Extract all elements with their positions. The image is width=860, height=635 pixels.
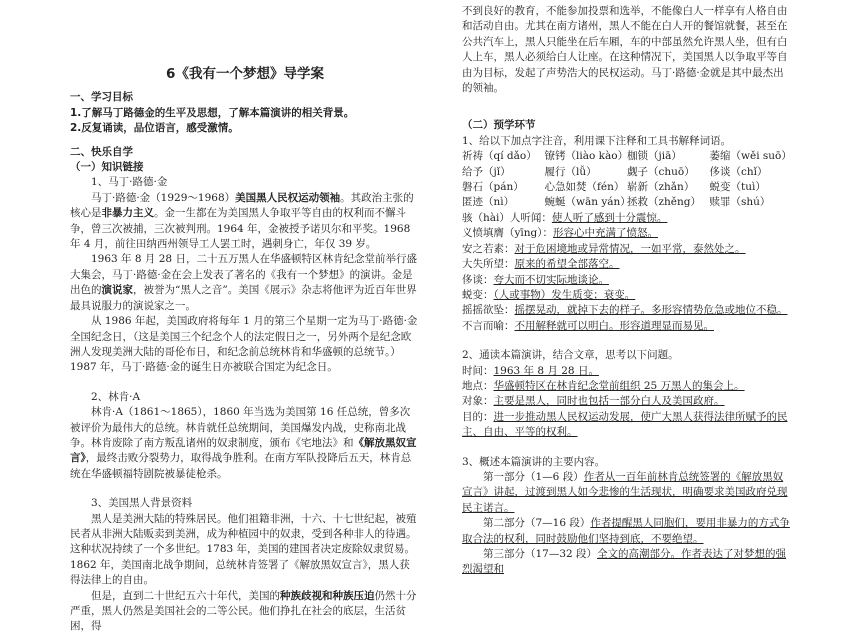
word-item: 履行（lǚ）: [544, 165, 597, 178]
word-item: 侈谈（chǐ）: [709, 165, 768, 178]
left-column: [70, 0, 420, 635]
background-title: 3、美国黑人背景资料: [91, 497, 193, 510]
part-summary: 第三部分（17—32 段）全文的高潮部分。作者表达了对梦想的强烈渴望和: [462, 548, 787, 576]
definition-item: 蜕变：（人或事物）发生质变；衰变。: [462, 288, 636, 301]
word-item: 拯救（zhěng）: [627, 196, 701, 209]
definition-item: 摇摇欲坠：摇摆晃动，就掉下去的样子。多形容情势危急或地位不稳。: [462, 304, 788, 317]
definition-item: 安之若素：对于危困境地或异常情况，一如平常，泰然处之。: [462, 242, 746, 255]
part-summary: 第二部分（7—16 段）作者提醒黑人同胞们，要用非暴力的方式争取合法的权利，同时鼓励他们坚持到底，不要绝望。: [462, 517, 790, 545]
word-item: 心急如焚（fén）: [544, 181, 625, 194]
king-paragraph-1: 马丁·路德·金（1929～1968）美国黑人民权运动领袖。其政治主张的核心是非暴力主义。金一生都在为美国黑人争取平等自由的权利而不懈斗争，曾三次被捕，三次被判刑。1964 年，金被授予诺贝尔和平奖。1968 年 4 月，前往田纳西州领导工人罢工时，遇刺身亡，年仅 39 岁。: [70, 191, 414, 251]
task-3: 3、概述本篇演讲的主要内容。: [462, 455, 606, 468]
king-paragraph-2: 1963 年 8 月 28 日，二十五万黑人在华盛顿特区林肯纪念堂前举行盛大集会，马丁·路德·金在会上发表了著名的《我有一个梦想》的演讲。金是出色的演说家，被誉为“黑人之音”。美国《展示》杂志将他评为近百年世界最具说服力的演说家之一。: [70, 253, 417, 312]
word-item: 给予（jǐ）: [462, 165, 511, 178]
definition-item: 骇（hài）人听闻：使人听了感到十分震惊。: [462, 211, 668, 224]
subsection-heading-preview: （二）预学环节: [462, 119, 536, 132]
king-paragraph-3: 从 1986 年起，美国政府将每年 1 月的第三个星期一定为马丁·路德·金全国纪念日，（这是美国三个纪念个人的法定假日之一，另外两个是纪念欧洲人发现美洲大陆的哥伦布日，和纪念前总统林肯和华盛顿的总统节。）1987 年，马丁·路德·金的诞生日亦被联合国定为纪念日。: [70, 315, 418, 374]
definition-item: 大失所望：原来的希望全部落空。: [462, 258, 620, 271]
word-item: 蜿蜒（wān yán）: [544, 196, 631, 209]
definition-item: 义愤填膺（yīng）：形容心中充满了愤怒。: [462, 227, 659, 240]
goal-item: 1.了解马丁路德金的生平及思想，了解本篇演讲的相关背景。: [70, 106, 355, 119]
lincoln-paragraph: 林肯·A（1861～1865），1860 年当选为美国第 16 任总统，曾多次被评价为最伟大的总统。林肯就任总统期间，美国爆发内战，史称南北战争。林肯废除了南方叛乱诸州的奴隶制度，颁布《宅地法》和《解放黑奴宣言》，最终击败分裂势力，取得战争胜利。在南方军队投降后五天，林肯总统在华盛顿福特剧院被暴徒枪杀。: [70, 406, 417, 480]
word-item: 蜕变（tuì）: [709, 181, 766, 194]
qa-item: 地点：华盛顿特区在林肯纪念堂前组织 25 万黑人的集会上。: [462, 379, 745, 392]
word-item: 萎缩（wěi suō）: [709, 150, 792, 163]
right-column: [462, 4, 792, 578]
qa-item: 时间：1963 年 8 月 28 日。: [462, 364, 599, 377]
part-summary: 第一部分（1—6 段）作者从一百年前林肯总统签署的《解放黑奴宣言》讲起，过渡到黑人如今悲惨的生活现状，明确要求美国政府兑现民主诺言。: [462, 470, 788, 514]
king-title: 1、马丁·路德·金: [91, 176, 168, 189]
word-item: 祈祷（qí dǎo）: [462, 150, 537, 163]
goal-item: 2.反复诵读，品位语言，感受激情。: [70, 122, 239, 135]
word-item: 觑子（chuō）: [627, 165, 695, 178]
word-item: 磐石（pán）: [462, 181, 524, 194]
subsection-heading-knowledge: （一）知识链接: [70, 161, 144, 174]
word-item: 镣铐（liào kào）: [544, 150, 629, 163]
lincoln-title: 2、林肯·A: [91, 390, 141, 403]
pinyin-word-grid: [462, 149, 792, 211]
background-paragraph-2: 但是，直到二十世纪五六十年代，美国的种族歧视和种族压迫仍然十分严重，黑人仍然是美国社会的二等公民。他们挣扎在社会的底层，生活贫困，得: [70, 589, 417, 633]
page-title: 6《我有一个梦想》导学案: [166, 66, 324, 82]
section-heading-goals: 一、学习目标: [70, 91, 133, 104]
definition-item: 不言而喻：不用解释就可以明白。形容道理显而易见。: [462, 319, 714, 332]
task-1: 1、给以下加点字注音，利用课下注释和工具书解释词语。: [462, 134, 732, 147]
task-2: 2、通读本篇演讲，结合文章，思考以下问题。: [462, 349, 679, 362]
background-paragraph-1: 黑人是美洲大陆的特殊居民。他们祖籍非洲，十六、十七世纪起，被殖民者从非洲大陆贩卖到美洲，成为种植园中的奴隶，受到各种非人的待遇。这种状况持续了一个多世纪。1783 年，美国的建国者决定废除奴隶贸易。1862 年，美国南北战争期间，总统林肯签署了《解放黑奴宣言》，黑人获得法律上的自由。: [70, 512, 417, 587]
word-item: 崭新（zhǎn）: [627, 181, 695, 194]
background-paragraph-2-continued: 不到良好的教育，不能参加投票和选举，不能像白人一样享有人格自由和活动自由。尤其在南方诸州，黑人不能在白人开的餐馆就餐，甚至在公共汽车上，黑人只能坐在后车厢，车的中部虽然允许黑人坐，但有白人上车，黑人必须给白人让座。在这种情况下，美国黑人以争取平等自由为目标，发起了声势浩大的民权运动。马丁·路德·金就是其中最杰出的领袖。: [462, 5, 788, 95]
qa-item: 目的：进一步推动黑人民权运动发展，使广大黑人获得法律所赋予的民主、自由、平等的权利。: [462, 410, 788, 439]
word-item: 匿迹（nì）: [462, 196, 515, 209]
definition-item: 侈谈：夸大而不切实际地谈论。: [462, 273, 609, 286]
section-heading-self-study: 二、快乐自学: [70, 145, 133, 158]
word-item: 枷锁（jiā）: [627, 150, 682, 163]
word-item: 赎罪（shú）: [709, 196, 771, 209]
qa-item: 对象：主要是黑人，同时也包括一部分白人及美国政府。: [462, 395, 725, 408]
